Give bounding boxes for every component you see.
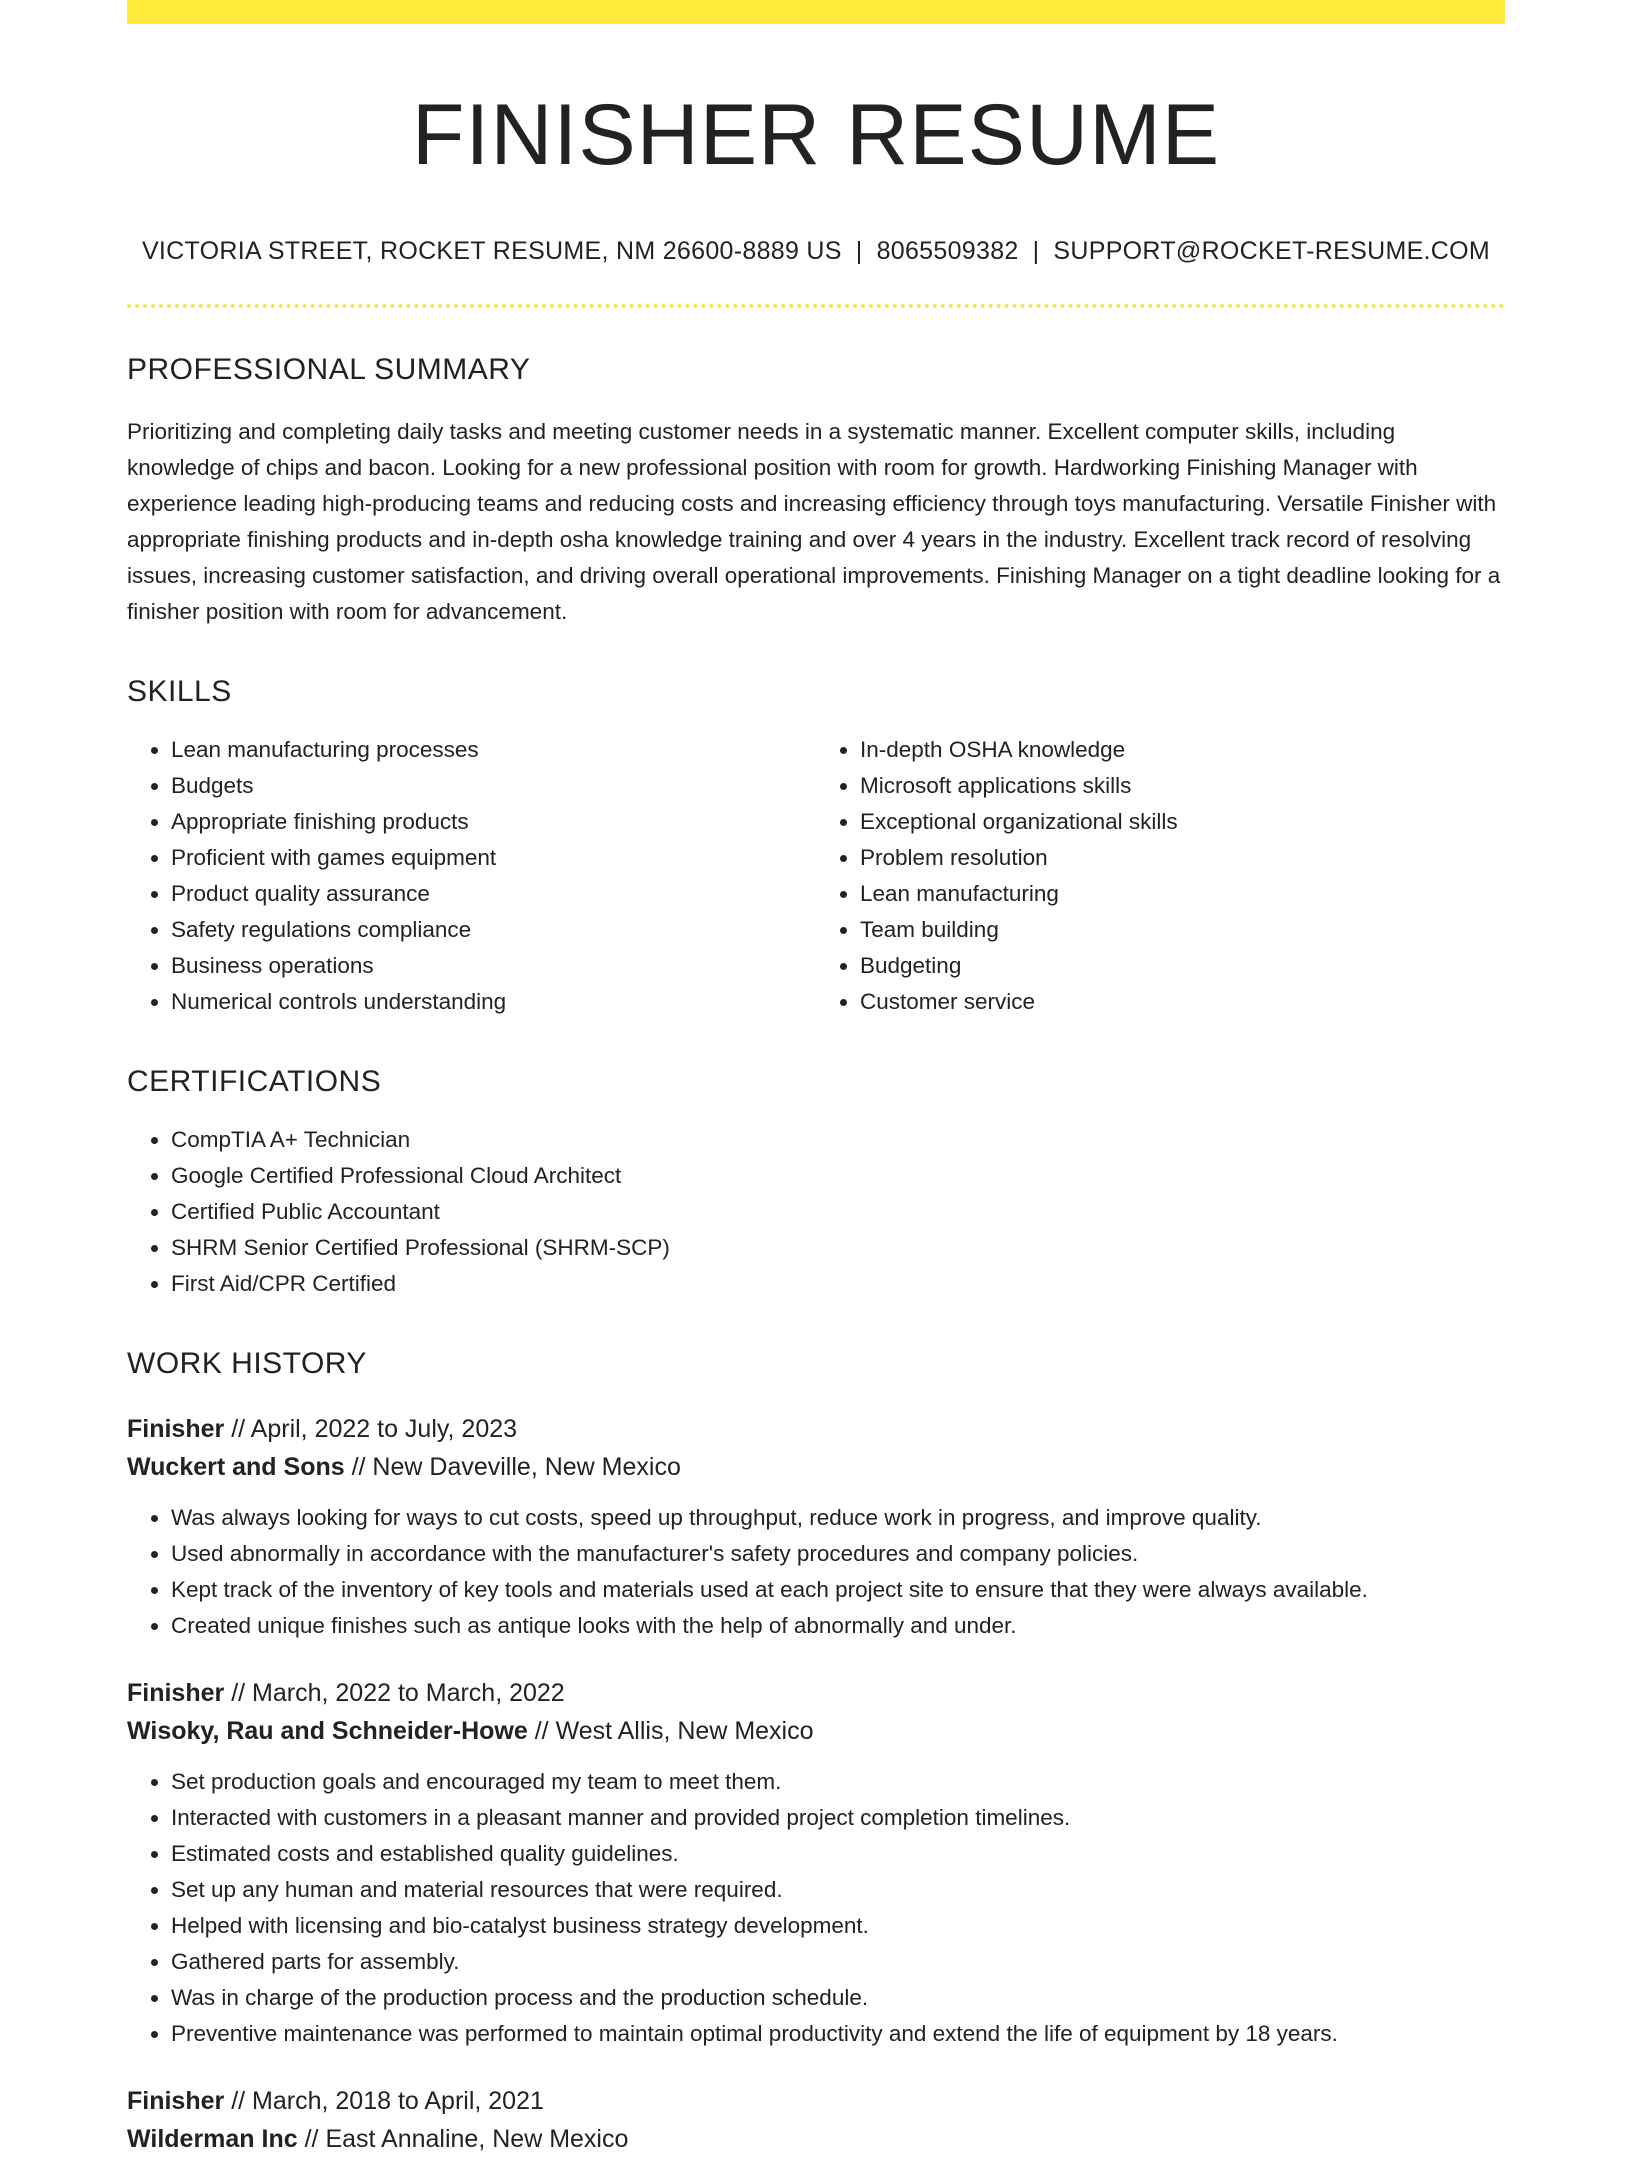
resume-page xyxy=(127,0,1505,2158)
skill-item: • Business operations xyxy=(171,948,816,984)
job-bullet: • Preventive maintenance was performed to maintain optimal productivity and extend the life of equipment by 18 years. xyxy=(171,2016,1505,2052)
section-heading-work-history: WORK HISTORY xyxy=(127,1347,367,1381)
skill-item: • Team building xyxy=(860,912,1505,948)
company-location: // New Daveville, New Mexico xyxy=(351,1453,681,1482)
section-heading-summary: PROFESSIONAL SUMMARY xyxy=(127,353,531,387)
skills-columns xyxy=(127,732,1505,1020)
company-name: Wuckert and Sons xyxy=(127,1453,345,1482)
section-heading-skills: SKILLS xyxy=(127,675,232,709)
skill-item: • In-depth OSHA knowledge xyxy=(860,732,1505,768)
job-title-line xyxy=(127,2082,1505,2120)
skill-item: • Proficient with games equipment xyxy=(171,840,816,876)
skill-item: • Problem resolution xyxy=(860,840,1505,876)
skill-item: • Numerical controls understanding xyxy=(171,984,816,1020)
skills-list-left xyxy=(127,732,816,1020)
job-bullet: • Kept track of the inventory of key tools and materials used at each project site to ensure that they were always available. xyxy=(171,1572,1505,1608)
certifications-list xyxy=(127,1122,1505,1302)
company-line xyxy=(127,1448,1505,1486)
skill-item: • Customer service xyxy=(860,984,1505,1020)
job-dates: // March, 2018 to April, 2021 xyxy=(231,2087,544,2116)
summary-text: Prioritizing and completing daily tasks and meeting customer needs in a systematic manner. Excellent computer skills, including knowledge of chips and bacon. Looking for a new professional position with room for growth. Hardworking Finishing Manager with experience leading high-producing teams and reducing costs and increasing efficiency through toys manufacturing. Versatile Finisher with appropriate finishing products and in-depth osha knowledge training and over 4 years in the industry. Excellent track record of resolving issues, increasing customer satisfaction, and driving overall operational improvements. Finishing Manager on a tight deadline looking for a finisher position with room for advancement. xyxy=(127,419,1501,625)
resume-title: FINISHER RESUME xyxy=(411,87,1221,183)
company-line xyxy=(127,2120,1505,2158)
job-dates: // March, 2022 to March, 2022 xyxy=(231,1679,565,1708)
email-link[interactable]: SUPPORT@ROCKET-RESUME.COM xyxy=(1053,237,1491,266)
skill-item: • Lean manufacturing xyxy=(860,876,1505,912)
dotted-divider xyxy=(127,304,1505,308)
skill-item: • Exceptional organizational skills xyxy=(860,804,1505,840)
accent-bar xyxy=(127,0,1505,24)
address: VICTORIA STREET, ROCKET RESUME, NM 26600-8889 US xyxy=(141,237,842,266)
skill-item: • Product quality assurance xyxy=(171,876,816,912)
job-bullet: • Created unique finishes such as antique looks with the help of abnormally and under. xyxy=(171,1608,1505,1644)
job-bullet: • Gathered parts for assembly. xyxy=(171,1944,1505,1980)
job-bullet: • Set up any human and material resources that were required. xyxy=(171,1872,1505,1908)
contact-line xyxy=(127,237,1505,266)
job-entry xyxy=(127,1410,1505,1644)
separator: | xyxy=(855,237,863,266)
job-bullets xyxy=(127,1500,1505,1644)
company-line xyxy=(127,1712,1505,1750)
job-bullet: • Used abnormally in accordance with the manufacturer's safety procedures and company policies. xyxy=(171,1536,1505,1572)
job-title-line xyxy=(127,1674,1505,1712)
job-title: Finisher xyxy=(127,2087,225,2116)
section-heading-certifications: CERTIFICATIONS xyxy=(127,1065,382,1099)
job-bullet: • Estimated costs and established quality guidelines. xyxy=(171,1836,1505,1872)
certification-item: • Certified Public Accountant xyxy=(171,1194,1505,1230)
job-title: Finisher xyxy=(127,1679,225,1708)
skill-item: • Safety regulations compliance xyxy=(171,912,816,948)
company-location: // East Annaline, New Mexico xyxy=(304,2125,629,2154)
skills-list-right xyxy=(816,732,1505,1020)
skill-item: • Lean manufacturing processes xyxy=(171,732,816,768)
job-bullet: • Was in charge of the production process and the production schedule. xyxy=(171,1980,1505,2016)
skill-item: • Budgets xyxy=(171,768,816,804)
job-bullet: • Helped with licensing and bio-catalyst business strategy development. xyxy=(171,1908,1505,1944)
job-title-line xyxy=(127,1410,1505,1448)
certification-item: • First Aid/CPR Certified xyxy=(171,1266,1505,1302)
job-bullets xyxy=(127,1764,1505,2052)
job-title: Finisher xyxy=(127,1415,225,1444)
skill-item: • Budgeting xyxy=(860,948,1505,984)
skill-item: • Microsoft applications skills xyxy=(860,768,1505,804)
certification-item: • SHRM Senior Certified Professional (SHRM-SCP) xyxy=(171,1230,1505,1266)
separator: | xyxy=(1032,237,1040,266)
job-dates: // April, 2022 to July, 2023 xyxy=(231,1415,518,1444)
certification-item: • Google Certified Professional Cloud Architect xyxy=(171,1158,1505,1194)
skill-item: • Appropriate finishing products xyxy=(171,804,816,840)
job-bullet: • Was always looking for ways to cut costs, speed up throughput, reduce work in progress, and improve quality. xyxy=(171,1500,1505,1536)
job-bullet: • Interacted with customers in a pleasant manner and provided project completion timelines. xyxy=(171,1800,1505,1836)
certification-item: • CompTIA A+ Technician xyxy=(171,1122,1505,1158)
company-name: Wilderman Inc xyxy=(127,2125,298,2154)
job-bullet: • Set production goals and encouraged my team to meet them. xyxy=(171,1764,1505,1800)
job-entry xyxy=(127,2082,1505,2158)
phone: 8065509382 xyxy=(876,237,1019,266)
job-entry xyxy=(127,1674,1505,2052)
company-name: Wisoky, Rau and Schneider-Howe xyxy=(127,1717,528,1746)
company-location: // West Allis, New Mexico xyxy=(534,1717,814,1746)
